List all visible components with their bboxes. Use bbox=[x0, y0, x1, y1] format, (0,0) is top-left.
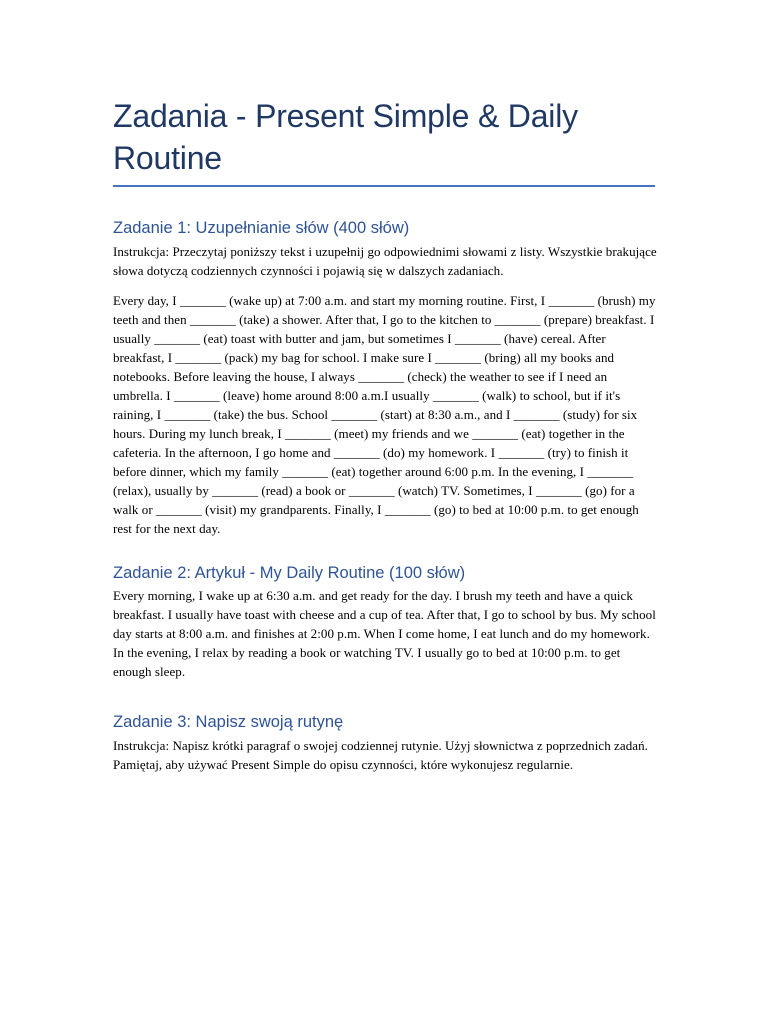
section-1-instruction: Instrukcja: Przeczytaj poniższy tekst i uzupełnij go odpowiednimi słowami z listy. Wszystkie brakujące słowa dotyczą codziennych czynności i pojawią się w dalszych zadaniach. bbox=[113, 244, 657, 278]
section-3-heading: Zadanie 3: Napisz swoją rutynę bbox=[113, 713, 344, 731]
section-2-heading: Zadanie 2: Artykuł - My Daily Routine (100 słów) bbox=[113, 564, 466, 582]
section-2-article-text: Every morning, I wake up at 6:30 a.m. and get ready for the day. I brush my teeth and have a quick breakfast. I usually have toast with cheese and a cup of tea. After that, I go to school by bus. My school day starts at 8:00 a.m. and finishes at 2:00 p.m. When I come home, I eat lunch and do my homework. In the evening, I relax by reading a book or watching TV. I usually go to bed at 10:00 p.m. to get enough sleep. bbox=[113, 588, 656, 679]
section-1-heading: Zadanie 1: Uzupełnianie słów (400 słów) bbox=[113, 219, 410, 237]
section-3-instruction: Instrukcja: Napisz krótki paragraf o swojej codziennej rutynie. Użyj słownictwa z poprzednich zadań. Pamiętaj, aby używać Present Simple do opisu czynności, które wykonujesz regularnie. bbox=[113, 738, 648, 772]
document-page bbox=[113, 0, 658, 774]
title-underline-rule bbox=[113, 185, 655, 187]
section-1-fill-in-text: Every day, I _______ (wake up) at 7:00 a.m. and start my morning routine. First, I _______ (brush) my teeth and then _______ (take) a shower. After that, I go to the kitchen to _______ (prepare) breakfast. I usually _______ (eat) toast with butter and jam, but sometimes I _______ (have) cereal. After breakfast, I _______ (pack) my bag for school. I make sure I _______ (bring) all my books and notebooks. Before leaving the house, I always _______ (check) the weather to see if I need an umbrella. I _______ (leave) home around 8:00 a.m.I usually _______ (walk) to school, but if it's raining, I _______ (take) the bus. School _______ (start) at 8:30 a.m., and I _______ (study) for six hours. During my lunch break, I _______ (meet) my friends and we _______ (eat) together in the cafeteria. In the afternoon, I go home and _______ (do) my homework. I _______ (try) to finish it before dinner, which my family _______ (eat) together around 6:00 p.m. In the evening, I _______ (relax), usually by _______ (read) a book or _______ (watch) TV. Sometimes, I _______ (go) for a walk or _______ (visit) my grandparents. Finally, I _______ (go) to bed at 10:00 p.m. to get enough rest for the next day. bbox=[113, 293, 656, 536]
document-title: Zadania - Present Simple & Daily Routine bbox=[113, 98, 578, 176]
